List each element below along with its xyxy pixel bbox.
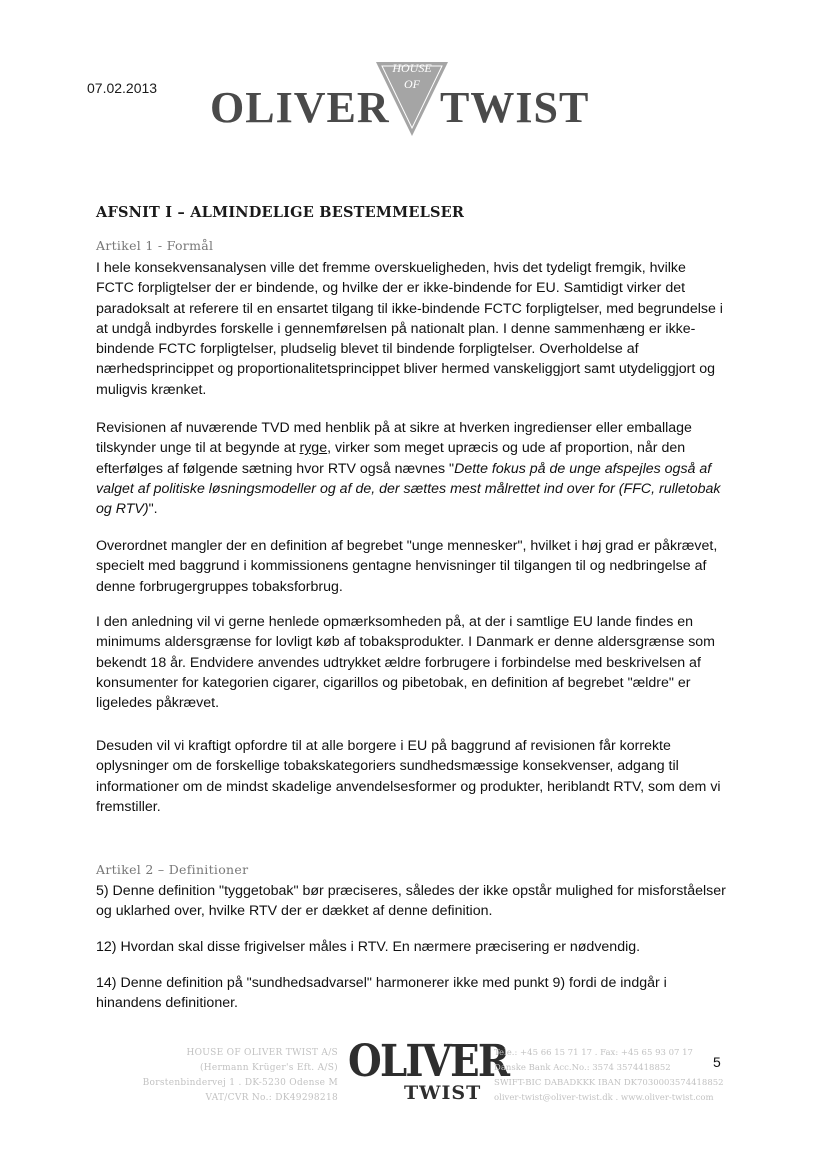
footer-line: VAT/CVR No.: DK49298218 [205,1093,338,1103]
paragraph-text: Overordnet mangler der en definition af begrebet "unge mennesker", hvilket i høj grad er påkrævet, specielt med baggrund i kommissionens gentagne henvisninger til tilgangen til og nedbringelse af denne forbrugergruppes tobaksforbrug. [96,538,718,595]
paragraph-text-part: ". [148,501,158,518]
article-2-item-12 [96,937,726,957]
footer-line: oliver-twist@oliver-twist.dk . www.oliver-twist.com [494,1093,714,1103]
paragraph-text-part: Revisionen af nuværende TVD med henblik på at sikre at hverken ingredienser eller emballage tilskynder unge til at begynde at [96,420,692,457]
article-1-heading: Artikel 1 - Formål [96,238,214,253]
article-2-heading: Artikel 2 – Definitioner [96,862,249,877]
paragraph-text: 12) Hvordan skal disse frigivelser måles i RTV. En nærmere præcisering er nødvendig. [96,939,641,955]
footer-line: HOUSE OF OLIVER TWIST A/S [186,1048,338,1058]
document-date: 07.02.2013 [87,80,158,96]
footer-line: (Hermann Krüger's Eft. A/S) [199,1063,338,1073]
paragraph-text-part: , virker som meget upræcis og ude af proportion, når den efterfølges af følgende sætning hvor RTV også nævnes " [96,440,686,477]
article-1-paragraph-5 [96,736,726,817]
logo-word-twist: TWIST [440,83,590,132]
footer-company-info [110,1046,338,1106]
header-logo [210,60,610,140]
footer-logo [348,1036,509,1110]
paragraph-text: 5) Denne definition "tyggetobak" bør præciseres, således der ikke opstår mulighed for misforståelser og uklarhed over, hvilke RTV der er dækket af denne definition. [96,883,726,920]
footer-logo-oliver: OLIVER [348,1036,509,1087]
article-1-paragraph-4 [96,612,726,713]
article-2-item-5 [96,881,726,922]
footer-line: SWIFT-BIC DABADKKK IBAN DK7030003574418852 [494,1078,724,1088]
underlined-word: ryge [299,440,328,457]
logo-word-oliver: OLIVER [210,83,390,132]
article-1-paragraph-3 [96,536,726,597]
paragraph-text: I hele konsekvensanalysen ville det fremme overskueligheden, hvis det tydeligt fremgik, hvilke FCTC forpligtelser der er bindende, og hvilke der er ikke-bindende for EU. Samtidigt virker det paradoksalt at referere til en ensartet tilgang til ikke-bindende FCTC forpligtelser, med begrundelse i at undgå indbyrdes forskelle i gennemførelsen på nationalt plan. I denne sammenhæng er ikke-bindende FCTC forpligtelser, pludselig blevet til bindende forpligtelser. Overholdelse af nærhedsprincippet og proportionalitetsprincippet bliver hermed vanskeliggjort samt utydeliggjort og muligvis krænket. [96,260,723,398]
footer-line: Danske Bank Acc.No.: 3574 3574418852 [494,1063,671,1073]
footer-line: Borstenbindervej 1 . DK-5230 Odense M [142,1078,338,1088]
paragraph-text [96,418,726,519]
footer-line: Tele.: +45 66 15 71 17 . Fax: +45 65 93 07 17 [494,1048,693,1058]
article-1-paragraph-2 [96,418,726,519]
section-title: AFSNIT I – ALMINDELIGE BESTEMMELSER [96,204,465,221]
article-2-item-14 [96,973,726,1014]
paragraph-text: Desuden vil vi kraftigt opfordre til at alle borgere i EU på baggrund af revisionen får korrekte oplysninger om de forskellige tobakskategoriers sundhedsmæssige konsekvenser, adgang til informationer om de mindst skadelige anvendelsesformer og produkter, heriblandt RTV, som dem vi fremstiller. [96,738,721,815]
italic-quote: Dette fokus på de unge afspejles også af valget af politiske løsningsmodeller og af de, der sættes mest målrettet ind over for (FFC, rulletobak og RTV) [96,460,721,518]
page-number: 5 [713,1054,721,1070]
footer-contact-info [494,1046,784,1106]
paragraph-text: 14) Denne definition på "sundhedsadvarsel" harmonerer ikke med punkt 9) fordi de indgår i hinandens definitioner. [96,975,667,1012]
article-1-paragraph-1 [96,258,726,400]
footer-logo-twist: TWIST [404,1082,482,1104]
paragraph-text: I den anledning vil vi gerne henlede opmærksomheden på, at der i samtlige EU lande findes en minimums aldersgrænse for lovligt køb af tobaksprodukter. I Danmark er denne aldersgrænse som bekendt 18 år. Endvidere anvendes udtrykket ældre forbrugere i forbindelse med beskrivelsen af konsumenter for kategorien cigarer, cigarillos og pibetobak, en definition af begrebet "ældre" er ligeledes påkrævet. [96,614,715,712]
logo-of-text: OF [404,77,420,91]
logo-house-text: HOUSE [392,61,432,75]
